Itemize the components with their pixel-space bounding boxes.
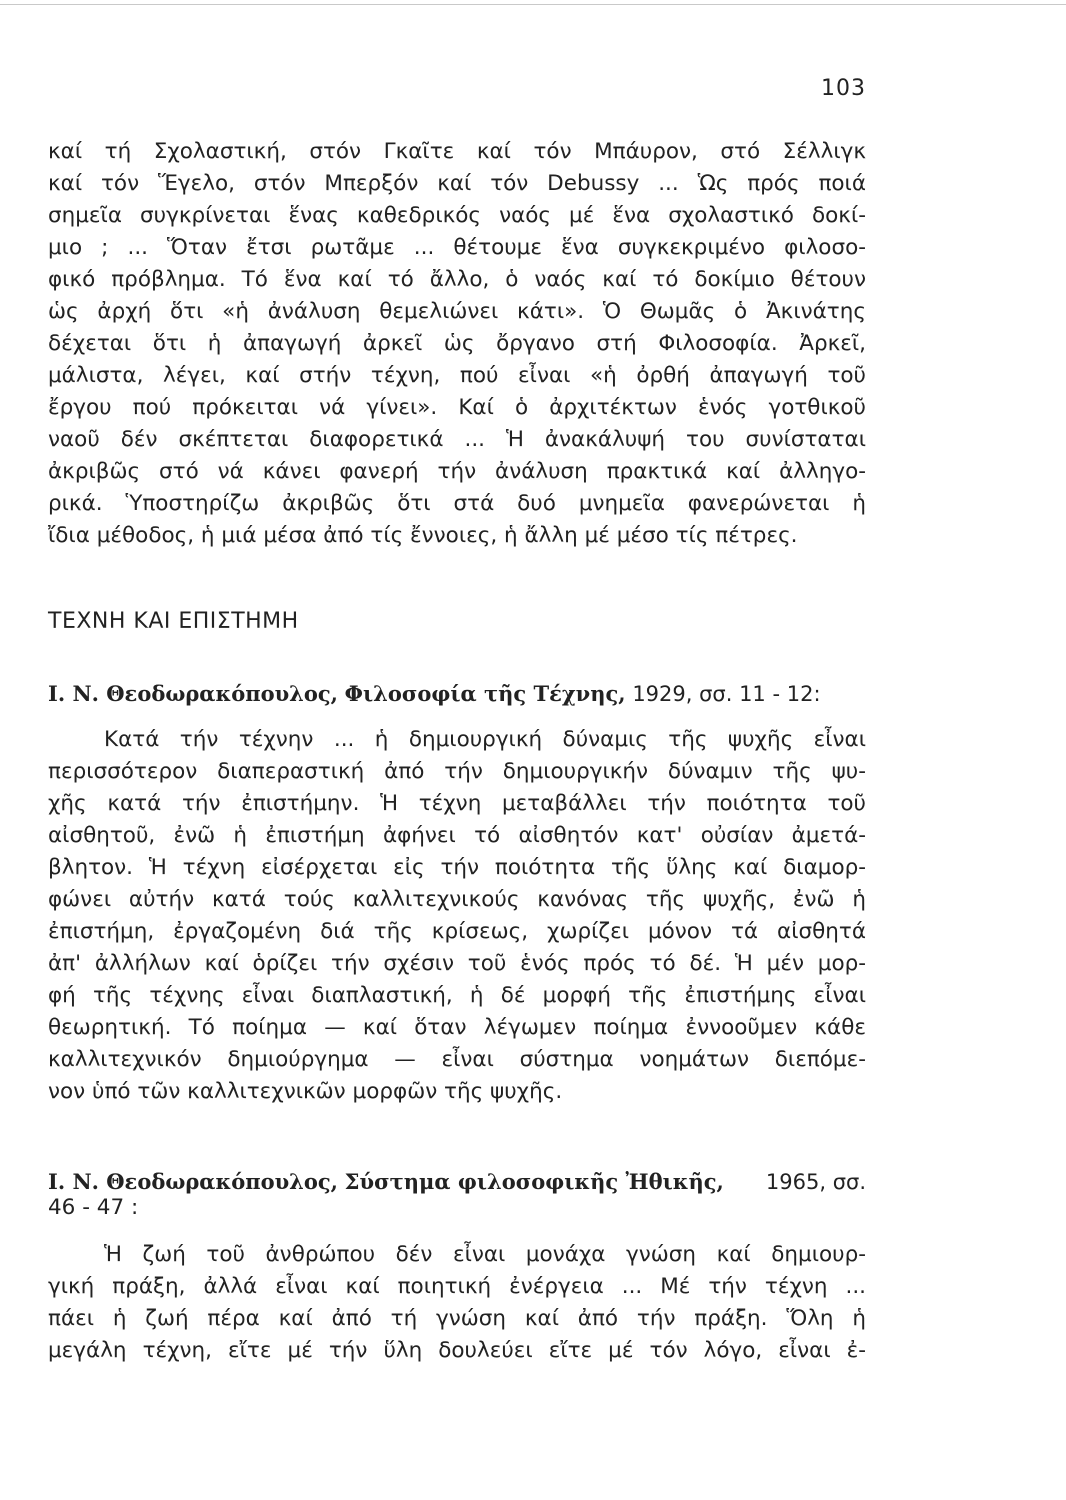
text-line: ναοῦ δέν σκέπτεται διαφορετικά ... Ἡ ἀνακάλυψή του συνίσταται	[48, 427, 866, 452]
text-line: περισσότερον διαπεραστική ἀπό τήν δημιουργικήν δύναμιν τῆς ψυ-	[48, 759, 866, 784]
text-line: νον ὑπό τῶν καλλιτεχνικῶν μορφῶν τῆς ψυχῆς.	[48, 1079, 563, 1104]
text-line: Κατά τήν τέχνην ... ἡ δημιουργική δύναμις τῆς ψυχῆς εἶναι	[104, 727, 866, 752]
quote-2	[48, 1239, 866, 1367]
text-line: χῆς κατά τήν ἐπιστήμην. Ἡ τέχνη μεταβάλλει τήν ποιότητα τοῦ	[48, 791, 866, 816]
citation-details: 1965, σσ.	[765, 1170, 866, 1194]
text-line: σημεῖα συγκρίνεται ἕνας καθεδρικός ναός μέ ἕνα σχολαστικό δοκί-	[48, 203, 866, 228]
citation-author: Ι. Ν. Θεοδωρακόπουλος,	[48, 1169, 338, 1194]
text-line: ἀκριβῶς στό νά κάνει φανερή τήν ἀνάλυση πρακτικά καί ἀλληγο-	[48, 459, 866, 484]
text-line: μάλιστα, λέγει, καί στήν τέχνη, πού εἶναι «ἡ ὀρθή ἀπαγωγή τοῦ	[48, 363, 866, 388]
text-line: φή τῆς τέχνης εἶναι διαπλαστική, ἡ δέ μορφή τῆς ἐπιστήμης εἶναι	[48, 983, 866, 1008]
citation-author: Ι. Ν. Θεοδωρακόπουλος,	[48, 681, 338, 706]
text-line: ἔργου πού πρόκειται νά γίνει». Καί ὁ ἀρχιτέκτων ἑνός γοτθικοῦ	[48, 395, 866, 420]
text-line: αἰσθητοῦ, ἐνῶ ἡ ἐπιστήμη ἀφήνει τό αἰσθητόν κατ' οὐσίαν ἀμετά-	[48, 823, 866, 848]
text-line: ὡς ἀρχή ὅτι «ἡ ἀνάλυση θεμελιώνει κάτι». Ὁ Θωμᾶς ὁ Ἀκινάτης	[48, 299, 866, 324]
citation-2-pages: 46 - 47 :	[48, 1195, 139, 1220]
text-line: πάει ἡ ζωή πέρα καί ἀπό τή γνώση καί ἀπό τήν πράξη. Ὅλη ἡ	[48, 1306, 866, 1331]
page-number: 103	[821, 76, 866, 101]
text-line: καλλιτεχνικόν δημιούργημα — εἶναι σύστημα νοημάτων διεπόμε-	[48, 1047, 866, 1072]
text-line: βλητον. Ἡ τέχνη εἰσέρχεται εἰς τήν ποιότητα τῆς ὕλης καί διαμορ-	[48, 855, 866, 880]
quote-1	[48, 724, 866, 1108]
section-heading: ΤΕΧΝΗ ΚΑΙ ΕΠΙΣΤΗΜΗ	[48, 609, 299, 634]
text-line: Ἡ ζωή τοῦ ἀνθρώπου δέν εἶναι μονάχα γνώση καί δημιουρ-	[104, 1242, 866, 1267]
text-line: θεωρητική. Τό ποίημα — καί ὅταν λέγωμεν ποίημα ἐννοοῦμεν κάθε	[48, 1015, 866, 1040]
paragraph-1	[48, 136, 866, 552]
citation-title: Σύστημα φιλοσοφικῆς Ἠθικῆς,	[344, 1169, 724, 1194]
text-line: ἴδια μέθοδος, ἡ μιά μέσα ἀπό τίς ἔννοιες, ἡ ἄλλη μέ μέσο τίς πέτρες.	[48, 523, 798, 548]
text-line: δέχεται ὅτι ἡ ἀπαγωγή ἀρκεῖ ὡς ὄργανο στή Φιλοσοφία. Ἀρκεῖ,	[48, 331, 866, 356]
text-line: φώνει αὐτήν κατά τούς καλλιτεχνικούς κανόνας τῆς ψυχῆς, ἐνῶ ἡ	[48, 887, 866, 912]
text-line: μεγάλη τέχνη, εἴτε μέ τήν ὕλη δουλεύει εἴτε μέ τόν λόγο, εἶναι ἐ-	[48, 1338, 866, 1363]
text-line: καί τόν Ἕγελο, στόν Μπερξόν καί τόν Debussy ... Ὡς πρός ποιά	[48, 171, 866, 196]
citation-1	[48, 675, 866, 713]
text-line: ἐπιστήμη, ἐργαζομένη διά τῆς κρίσεως, χωρίζει μόνον τά αἰσθητά	[48, 919, 866, 944]
text-line: ρικά. Ὑποστηρίζω ἀκριβῶς ὅτι στά δυό μνημεῖα φανερώνεται ἡ	[48, 491, 866, 516]
text-line: μιο ; ... Ὅταν ἔτσι ρωτᾶμε ... θέτουμε ἕνα συγκεκριμένο φιλοσο-	[48, 235, 866, 260]
text-line: γική πράξη, ἀλλά εἶναι καί ποιητική ἐνέργεια ... Μέ τήν τέχνη ...	[48, 1274, 866, 1299]
text-line: καί τή Σχολαστική, στόν Γκαῖτε καί τόν Μπάυρον, στό Σέλλιγκ	[48, 139, 866, 164]
scan-edge-line	[0, 4, 1066, 5]
text-line: ἀπ' ἀλλήλων καί ὁρίζει τήν σχέσιν τοῦ ἑνός πρός τό δέ. Ἡ μέν μορ-	[48, 951, 866, 976]
citation-details: 1929, σσ. 11 - 12:	[632, 682, 821, 706]
text-line: φικό πρόβλημα. Τό ἕνα καί τό ἄλλο, ὁ ναός καί τό δοκίμιο θέτουν	[48, 267, 866, 292]
citation-title: Φιλοσοφία τῆς Τέχνης,	[344, 681, 626, 706]
